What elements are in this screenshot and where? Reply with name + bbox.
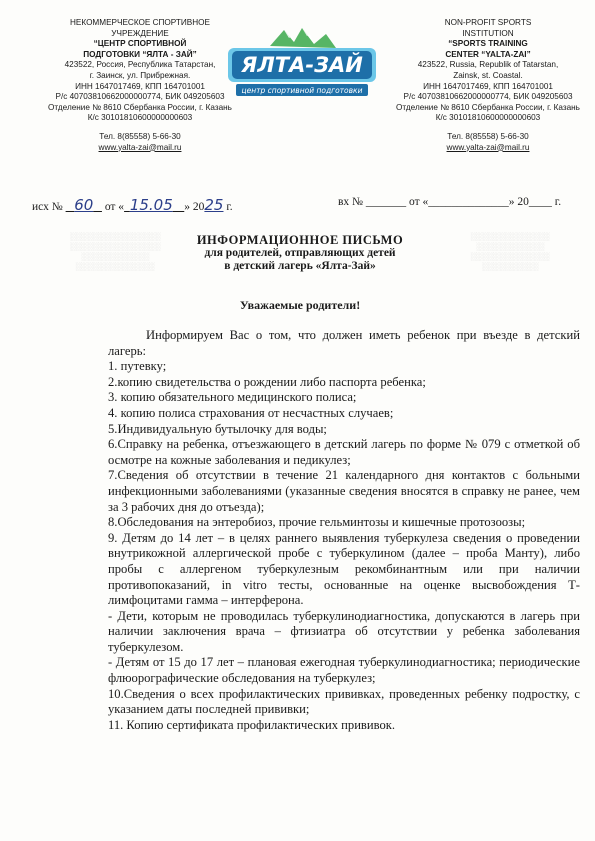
list-item: 9. Детям до 14 лет – в целях раннего выявления туберкулеза сведения о проведении внутрикожной аллергической пробе с туберкулином (далее – проба Манту), либо пробы с аллергеном туберкулезным рекомбинантным или при наличии противопоказаний, in vitro тесты, основанные на оценке высвобождения Т- лимфоцитами гамма – интерферона. (108, 530, 580, 608)
list-item: 3. копию обязательного медицинского полиса; (108, 390, 357, 405)
org-type-line2-en: INSTITUTION (462, 28, 514, 38)
list-item: 6.Справку на ребенка, отъезжающего в детский лагерь по форме № 079 с отметкой об осмотре на кожные заболевания и педикулез; (108, 437, 580, 467)
bank-account: Р/с 40703810662000000774, БИК 049205603 (55, 92, 225, 102)
inn-kpp-en: ИНН 1647017469, КПП 164701001 (423, 81, 553, 91)
body-intro: Информируем Вас о том, что должен иметь ребенок при въезде в детский лагерь: (108, 328, 580, 358)
header-right-english (388, 18, 588, 153)
list-item: - Дети, которым не проводилась туберкулинодиагностика, допускаются в лагерь при наличии заключения врача – фтизиатра об отсутствии у ребенка заболевания туберкулезом. (108, 608, 580, 654)
outgoing-date: 15.05 (129, 196, 173, 214)
phone: Тел. 8(85558) 5-66-30 (99, 131, 181, 141)
org-type-line1: НЕКОММЕРЧЕСКОЕ СПОРТИВНОЕ (70, 18, 210, 27)
bank-branch-en: Отделение № 8610 Сбербанка России, г. Казань (396, 102, 580, 112)
bank-branch: Отделение № 8610 Сбербанка России, г. Казань (48, 102, 232, 112)
list-item: 4. копию полиса страхования от несчастных случаев; (108, 405, 394, 420)
corr-account-en: К/с 30101810600000000603 (435, 113, 541, 123)
org-name-line1: “ЦЕНТР СПОРТИВНОЙ (93, 39, 187, 49)
outgoing-reference: исх № 60 от « 15.05 » 2025 г. (32, 196, 233, 214)
reference-row (0, 196, 595, 216)
list-item: 8.Обследования на энтеробиоз, прочие гельминтозы и кишечные протозоозы; (108, 515, 526, 530)
header-left-russian (40, 18, 240, 153)
email-link[interactable]: www.yalta-zai@mail.ru (98, 142, 182, 152)
logo-wordmark: ЯЛТА-ЗАЙ (241, 53, 363, 77)
org-name-line2: ПОДГОТОВКИ “ЯЛТА - ЗАЙ” (83, 49, 197, 59)
title-main: ИНФОРМАЦИОННОЕ ПИСЬМО (196, 233, 404, 247)
logo-tagline: центр спортивной подготовки (241, 86, 363, 95)
greeting: Уважаемые родители! (239, 298, 361, 312)
letter-body (108, 328, 580, 733)
address-line2-en: Zainsk, st. Coastal. (453, 70, 523, 80)
corr-account: К/с 30101810600000000603 (87, 113, 193, 123)
org-type-line2: УЧРЕЖДЕНИЕ (111, 28, 169, 38)
bank-account-en: Р/с 40703810662000000774, БИК 049205603 (403, 92, 573, 102)
list-item: 7.Сведения об отсутствии в течение 21 календарного дня контактов с больными инфекционными заболеваниями (указанные сведения вносятся в справку не ранее, чем за 3 рабочих дня до отъезда); (108, 468, 580, 514)
org-type-line1-en: NON-PROFIT SPORTS (444, 18, 532, 27)
incoming-reference: вх № _______ от «______________» 20____ г. (338, 196, 562, 208)
outgoing-year: 25 (204, 196, 224, 214)
list-item: - Детям от 15 до 17 лет – плановая ежегодная туберкулинодиагностика; периодические флюорографические обследования на туберкулез; (108, 655, 580, 686)
address-line1-en: 423522, Russia, Republik of Tatarstan, (417, 60, 559, 70)
list-item: 5.Индивидуальную бутылочку для воды; (108, 421, 327, 436)
title-sub2: в детский лагерь «Ялта-Зай» (224, 260, 376, 272)
list-item: 1. путевку; (108, 359, 167, 374)
list-item: 11. Копию сертификата профилактических прививок. (108, 717, 396, 732)
title-sub1: для родителей, отправляющих детей (204, 247, 396, 259)
org-name-line1-en: “SPORTS TRAINING (448, 39, 528, 49)
show-through-ghost-left: ░░░░░░░░░░░░░░░░ ░░░░░░░░░░░░░░░░ ░░░░░░░░░░░░ ░░░░░░░░░░░░░░ (69, 232, 161, 271)
list-item: 10.Сведения о всех профилактических прививках, проведенных ребенку подростку, с указанием даты последней прививки; (108, 686, 580, 717)
org-name-line2-en: CENTER “YALTA-ZAI” (445, 49, 531, 59)
inn-kpp: ИНН 1647017469, КПП 164701001 (75, 81, 205, 91)
yalta-zai-logo (222, 24, 382, 102)
letter-title (150, 233, 450, 273)
email-link-en[interactable]: www.yalta-zai@mail.ru (446, 142, 530, 152)
address-line1: 423522, Россия, Республика Татарстан, (64, 60, 216, 70)
phone-en: Тел. 8(85558) 5-66-30 (447, 131, 529, 141)
address-line2: г. Заинск, ул. Прибрежная. (89, 70, 191, 80)
show-through-ghost-right: ░░░░░░░░░░░░░░ ░░░░░░░░░░░░ ░░░░░░░░░░░░░░ ░░░░░░░░░░ (470, 232, 550, 271)
list-item: 2.копию свидетельства о рождении либо паспорта ребенка; (108, 374, 426, 389)
outgoing-number: 60 (74, 196, 94, 214)
